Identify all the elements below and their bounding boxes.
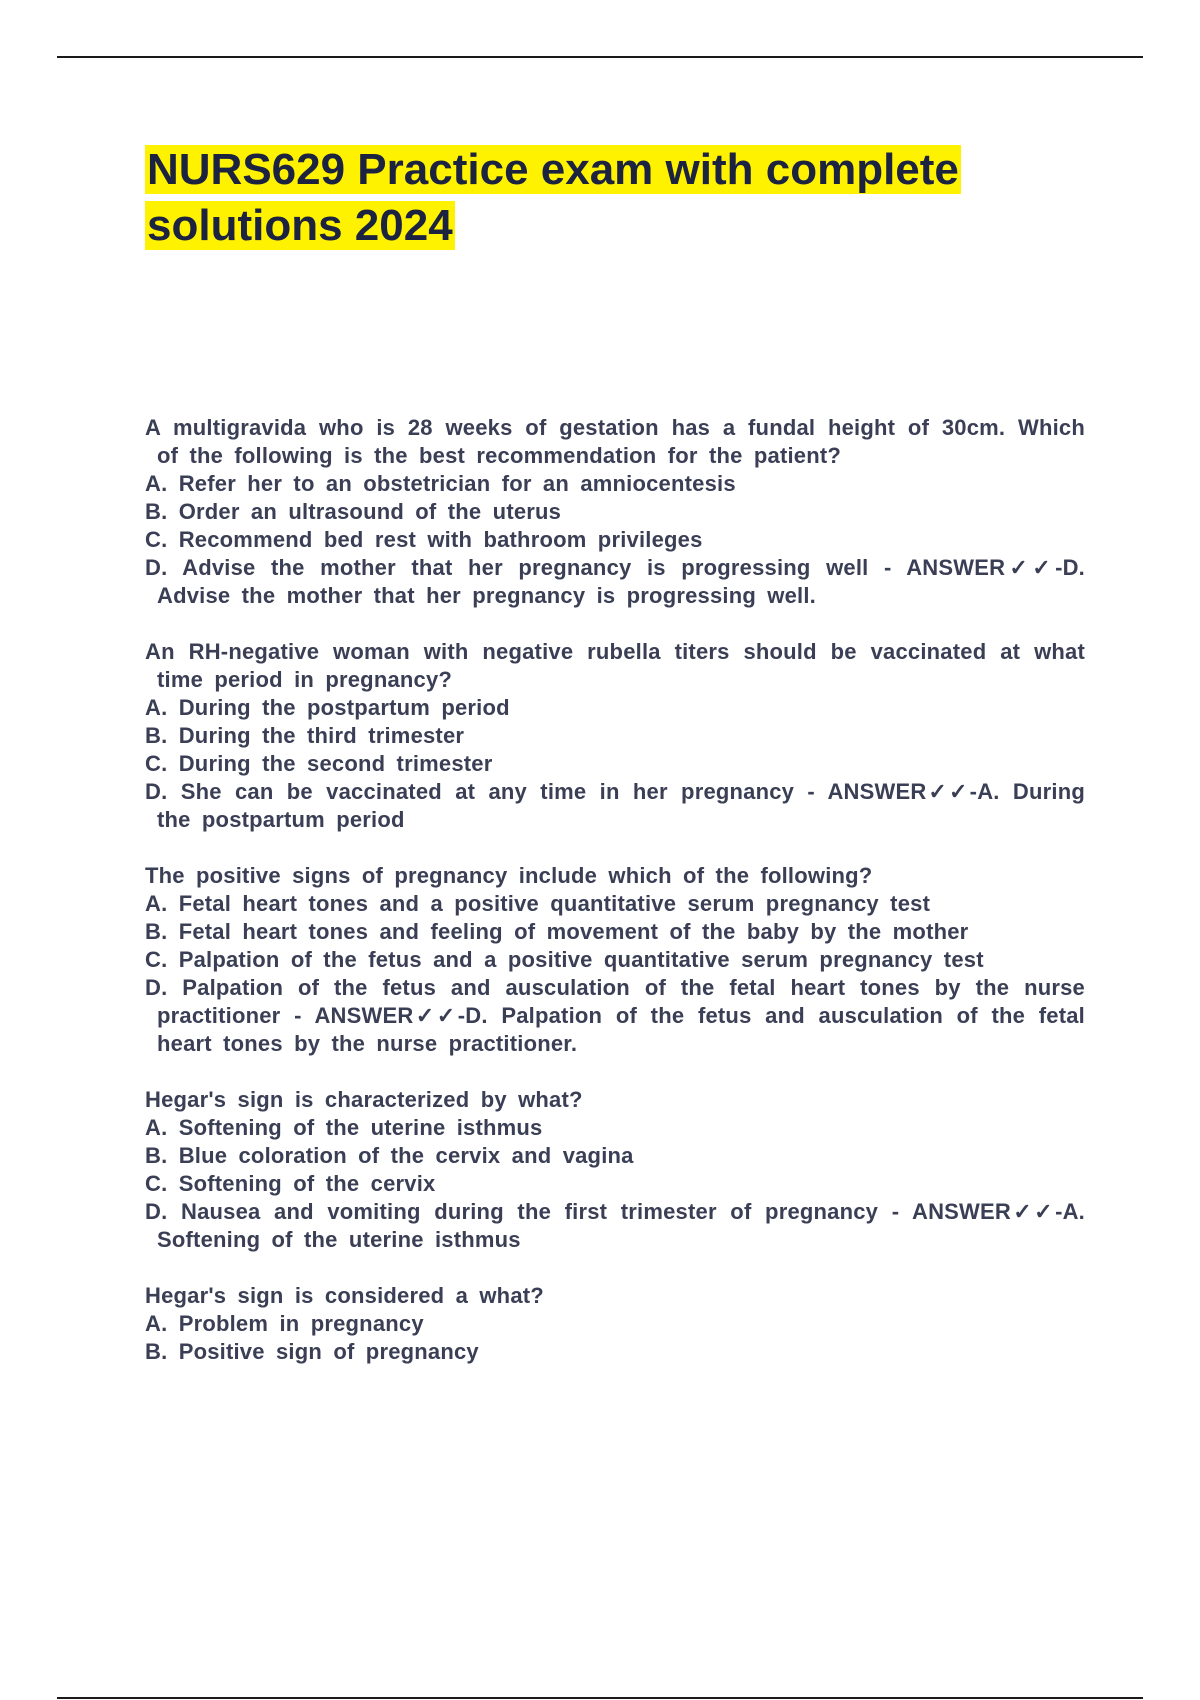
question-stem: An RH-negative woman with negative rubella titers should be vaccinated at what time period in pregnancy? <box>145 639 1085 692</box>
answer-option: B. Blue coloration of the cervix and vagina <box>145 1143 634 1168</box>
answer-option: B. During the third trimester <box>145 723 465 748</box>
question-block-1 <box>145 414 1085 610</box>
answer-option: A. Softening of the uterine isthmus <box>145 1115 543 1140</box>
answer-option: A. During the postpartum period <box>145 695 510 720</box>
answer-option: C. Softening of the cervix <box>145 1171 436 1196</box>
answer-option: B. Positive sign of pregnancy <box>145 1339 479 1364</box>
answer-option: C. Palpation of the fetus and a positive quantitative serum pregnancy test <box>145 947 984 972</box>
answer-option: A. Fetal heart tones and a positive quantitative serum pregnancy test <box>145 891 931 916</box>
question-stem: Hegar's sign is characterized by what? <box>145 1087 583 1112</box>
answer-option-with-solution: D. She can be vaccinated at any time in her pregnancy - ANSWER✓✓-A. During the postpartum period <box>145 779 1085 832</box>
answer-option: C. During the second trimester <box>145 751 493 776</box>
question-stem: Hegar's sign is considered a what? <box>145 1283 544 1308</box>
question-block-5 <box>145 1282 1085 1366</box>
question-block-4 <box>145 1086 1085 1254</box>
header-rule <box>57 56 1143 58</box>
question-stem: A multigravida who is 28 weeks of gestation has a fundal height of 30cm. Which of the following is the best recommendation for the patient? <box>145 415 1085 468</box>
answer-option: B. Fetal heart tones and feeling of movement of the baby by the mother <box>145 919 969 944</box>
answer-option-with-solution: D. Nausea and vomiting during the first trimester of pregnancy - ANSWER✓✓-A. Softening of the uterine isthmus <box>145 1199 1085 1252</box>
question-list <box>145 414 1085 1394</box>
question-block-2 <box>145 638 1085 834</box>
answer-option: A. Problem in pregnancy <box>145 1311 424 1336</box>
answer-option: A. Refer her to an obstetrician for an amniocentesis <box>145 471 736 496</box>
answer-option-with-solution: D. Advise the mother that her pregnancy is progressing well - ANSWER✓✓-D. Advise the mother that her pregnancy is progressing well. <box>145 555 1085 608</box>
answer-option-with-solution: D. Palpation of the fetus and ausculation of the fetal heart tones by the nurse practitioner - ANSWER✓✓-D. Palpation of the fetus and ausculation of the fetal heart tones by the nurse practitioner. <box>145 975 1085 1056</box>
answer-option: C. Recommend bed rest with bathroom privileges <box>145 527 703 552</box>
question-stem: The positive signs of pregnancy include which of the following? <box>145 863 873 888</box>
answer-option: B. Order an ultrasound of the uterus <box>145 499 562 524</box>
question-block-3 <box>145 862 1085 1058</box>
title-highlight: NURS629 Practice exam with complete solutions 2024 <box>147 145 959 250</box>
document-title <box>145 142 1065 254</box>
footer-rule <box>57 1697 1143 1699</box>
